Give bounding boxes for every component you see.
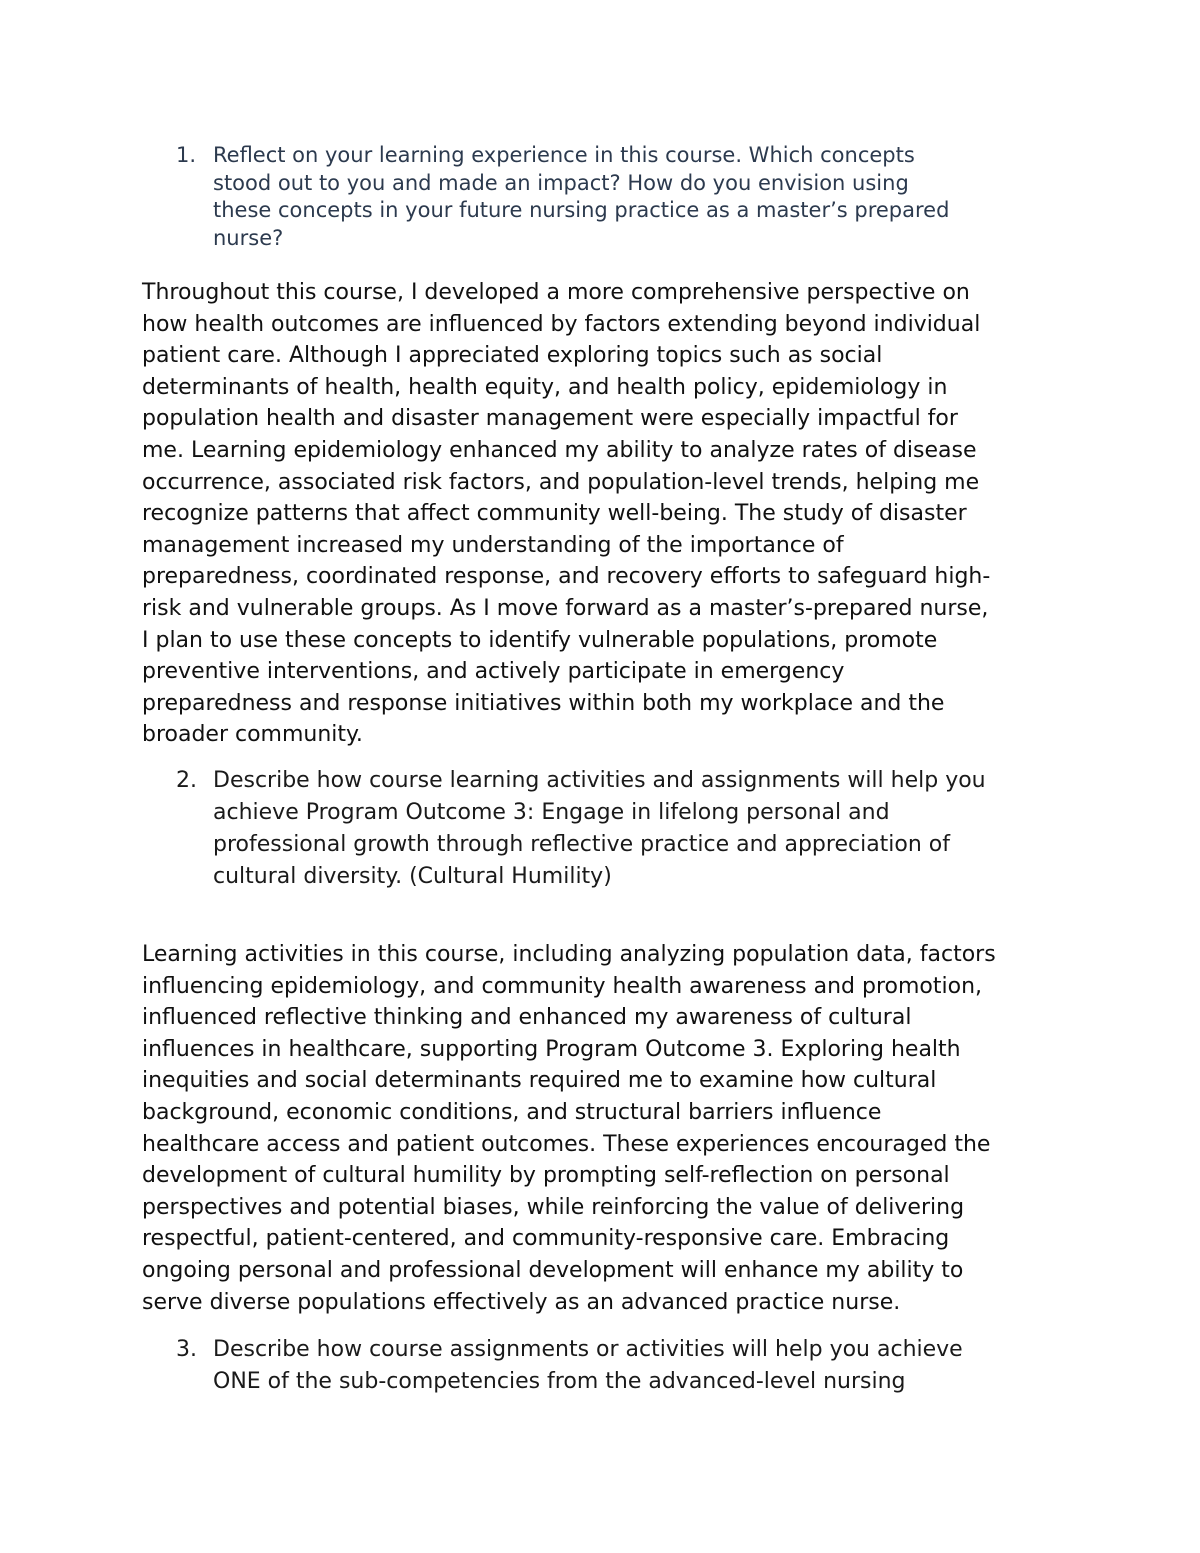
question-text: Describe how course learning activities and assignments will help you achieve Program Outcome 3: Engage in lifelong personal and professional growth through reflective practice and appreciation of cultural diversity. (Cultural Humility) [213, 768, 986, 889]
answer-1-paragraph: Throughout this course, I developed a more comprehensive perspective on how health outcomes are influenced by factors extending beyond individual patient care. Although I appreciated exploring topics such as social determinants of health, health equity, and health policy, epidemiology in population health and disaster management were especially impactful for me. Learning epidemiology enhanced my ability to analyze rates of disease occurrence, associated risk factors, and population-level trends, helping me recognize patterns that affect community well-being. The study of disaster management increased my understanding of the importance of preparedness, coordinated response, and recovery efforts to safeguard high- risk and vulnerable groups. As I move forward as a master’s-prepared nurse, I plan to use these concepts to identify vulnerable populations, promote preventive interventions, and actively participate in emergency preparedness and response initiatives within both my workplace and the broader community. [142, 280, 991, 748]
question-3 [176, 1334, 1076, 1398]
question-text: Describe how course assignments or activities will help you achieve ONE of the sub-competencies from the advanced-level nursing [213, 1337, 963, 1394]
question-number: 2. [176, 768, 197, 793]
question-1 [176, 142, 1076, 252]
answer-2-paragraph: Learning activities in this course, including analyzing population data, factors influencing epidemiology, and community health awareness and promotion, influenced reflective thinking and enhanced my awareness of cultural influences in healthcare, supporting Program Outcome 3. Exploring health inequities and social determinants required me to examine how cultural background, economic conditions, and structural barriers influence healthcare access and patient outcomes. These experiences encouraged the development of cultural humility by prompting self-reflection on personal perspectives and potential biases, while reinforcing the value of delivering respectful, patient-centered, and community-responsive care. Embracing ongoing personal and professional development will enhance my ability to serve diverse populations effectively as an advanced practice nurse. [142, 942, 996, 1315]
question-number: 3. [176, 1337, 197, 1362]
question-number: 1. [176, 143, 197, 167]
question-text: Reflect on your learning experience in this course. Which concepts stood out to you and made an impact? How do you envision using these concepts in your future nursing practice as a master’s prepared nurse? [213, 143, 950, 250]
question-2 [176, 765, 1076, 893]
